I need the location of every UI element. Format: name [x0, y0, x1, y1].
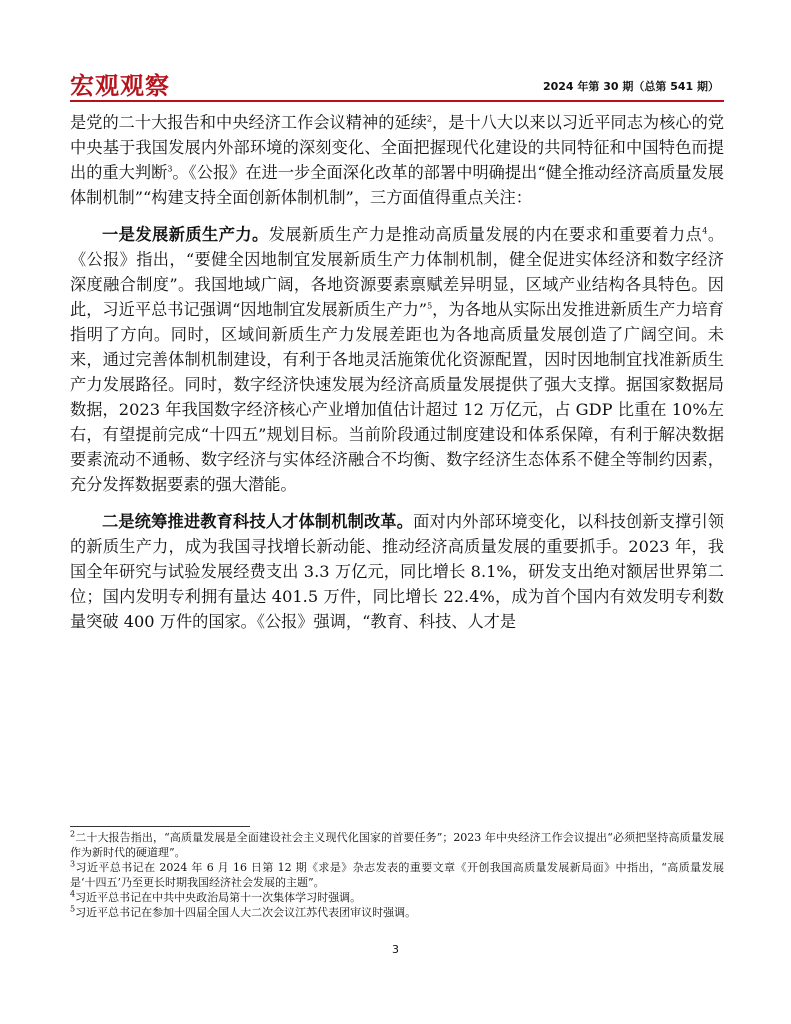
footnote-2 [70, 830, 724, 860]
p1-text-b: ，是十八大以来以习近平同志为核心的党中央基于我国发展内外部环境的深刻变化、全面把握现代化建设的共同特征和中国特色而提出的重大判断 [70, 113, 725, 182]
footnote-4-text: 习近平总书记在中共中央政治局第十一次集体学习时强调。 [75, 891, 362, 904]
p2-text-a: 发展新质生产力是推动高质量发展的内在要求和重要着力点 [268, 225, 703, 244]
footnote-5-text: 习近平总书记在参加十四届全国人大二次会议江苏代表团审议时强调。 [75, 906, 417, 919]
header-divider [70, 100, 724, 102]
footnote-ref-2: 2 [426, 114, 432, 124]
paragraph-2 [70, 222, 724, 497]
p2-text-c: ，为各地从实际出发推进新质生产力培育指明了方向。同时，区域间新质生产力发展差距也为各地高质量发展创造了广阔空间。未来，通过完善体制机制建设，有利于各地灵活施策优化资源配置，因时因地制宜找准新质生产力发展路径。同时，数字经济快速发展为经济高质量发展提供了强大支撑。据国家数据局数据，2023 年我国数字经济核心产业增加值估计超过 12 万亿元，占 GDP 比重在 10%左右，有望提前完成“十四五”规划目标。当前阶段通过制度建设和体系保障，有利于解决数据要素流动不通畅、数字经济与实体经济融合不均衡、数字经济生态体系不健全等制约因素，充分发挥数据要素的强大潜能。 [70, 300, 724, 494]
footnote-2-text: 二十大报告指出，“高质量发展是全面建设社会主义现代化国家的首要任务”；2023 年中央经济工作会议提出“必须把坚持高质量发展作为新时代的硬道理”。 [70, 831, 724, 859]
footnote-ref-4: 4 [702, 226, 708, 236]
p1-text-c: 。《公报》在进一步全面深化改革的部署中明确提出“健全推动经济高质量发展体制机制”“构建支持全面创新体制机制”，三方面值得重点关注： [70, 163, 724, 207]
p3-text-a: 面对内外部环境变化，以科技创新支撑引领的新质生产力，成为我国寻找增长新动能、推动经济高质量发展的重要抓手。2023 年，我国全年研究与试验发展经费支出 3.3 万亿元，同比增长 8.1%，研发支出绝对额居世界第二位；国内发明专利拥有量达 401.5 万件，同比增长 22.4%，成为首个国内有效发明专利数量突破 400 万件的国家。《公报》强调，“教育、科技、人才是 [70, 512, 724, 631]
footnote-ref-3: 3 [167, 164, 173, 174]
footnote-2-number: 2 [70, 829, 76, 839]
footnote-ref-5: 5 [427, 301, 433, 311]
p1-text-a: 是党的二十大报告和中央经济工作会议精神的延续 [70, 113, 427, 132]
p3-heading: 二是统筹推进教育科技人才体制机制改革。 [102, 512, 414, 531]
footnote-4-number: 4 [70, 889, 76, 899]
body-text [70, 110, 724, 646]
header-issue-number: 2024 年第 30 期（总第 541 期） [542, 80, 719, 93]
footnote-3-number: 3 [70, 859, 76, 869]
header-title: 宏观观察 [70, 72, 170, 100]
page-number: 3 [392, 943, 399, 956]
p2-text-b: 。《公报》指出，“要健全因地制宜发展新质生产力体制机制，健全促进实体经济和数字经济深度融合制度”。我国地域广阔，各地资源要素禀赋差异明显，区域产业结构各具特色。因此，习近平总书记强调“因地制宜发展新质生产力” [70, 225, 725, 319]
footnote-5 [70, 905, 724, 920]
footnote-3-text: 习近平总书记在 2024 年 6 月 16 日第 12 期《求是》杂志发表的重要文章《开创我国高质量发展新局面》中指出，“高质量发展是‘十四五’乃至更长时期我国经济社会发展的主题”。 [70, 861, 724, 889]
footnote-divider [70, 826, 250, 827]
footnotes [70, 830, 724, 920]
footnote-5-number: 5 [70, 904, 76, 914]
p2-heading: 一是发展新质生产力。 [102, 225, 269, 244]
paragraph-3 [70, 509, 724, 634]
footnote-4 [70, 890, 724, 905]
paragraph-1 [70, 110, 724, 210]
footnote-3 [70, 860, 724, 890]
